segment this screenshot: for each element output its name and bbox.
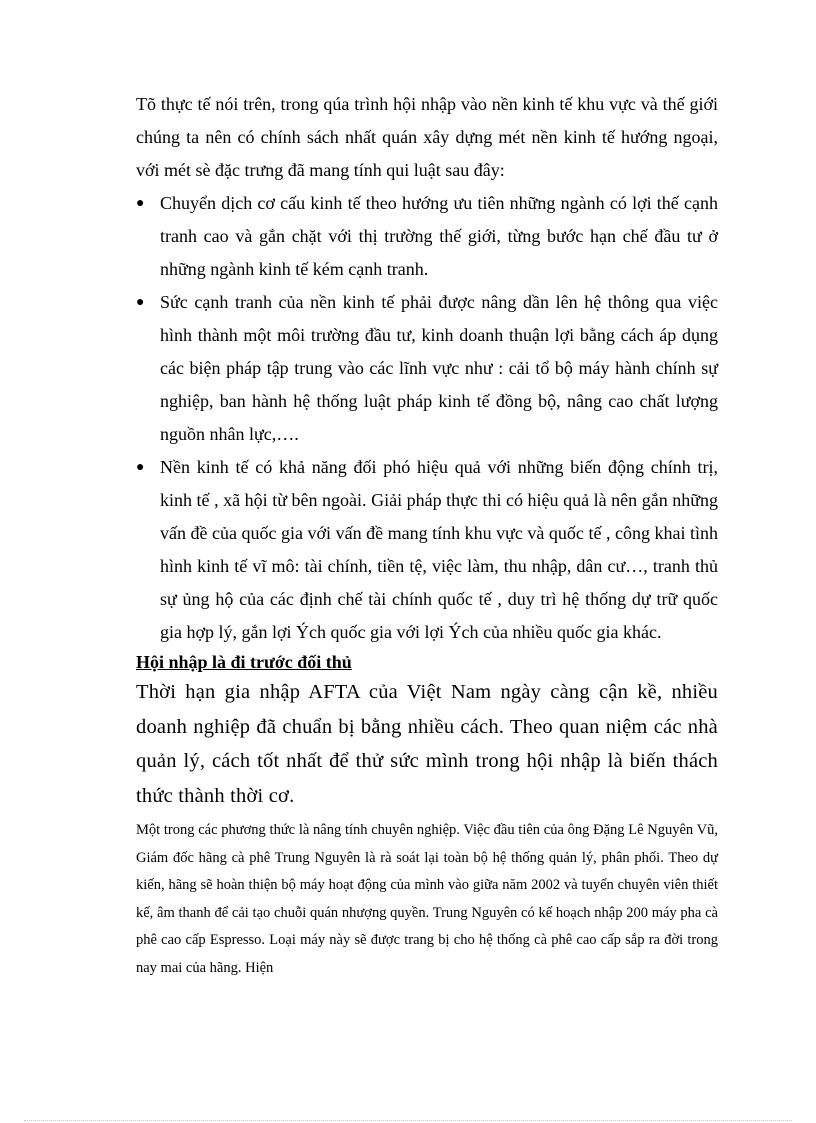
bullet-list [136,187,718,649]
bullet-dot-icon: ● [136,196,145,211]
document-page [136,88,718,982]
bullet-text: Nền kinh tế có khả năng đối phó hiệu quả với những biến động chính trị, kinh tế , xã hội từ bên ngoài. Giải pháp thực thi có hiệu quả là nên gắn những vấn đề của quốc gia với vấn đề mang tính khu vực và quốc tế , công khai tình hình kinh tế vĩ mô: tài chính, tiền tệ, việc làm, thu nhập, dân cư…, tranh thủ sự ủng hộ của các định chế tài chính quốc tế , duy trì hệ thống dự trữ quốc gia hợp lý, gắn lợi Ých quốc gia với lợi Ých của nhiều quốc gia khác. [160,457,718,642]
page-bottom-divider [24,1120,792,1121]
section-heading: Hội nhập là đi trước đối thủ [136,652,352,672]
bullet-text: Chuyển dịch cơ cấu kinh tế theo hướng ưu tiên những ngành có lợi thế cạnh tranh cao và gắn chặt với thị trường thế giới, từng bước hạn chế đầu tư ở những ngành kinh tế kém cạnh tranh. [160,193,718,279]
intro-paragraph: Tõ thực tế nói trên, trong qúa trình hội nhập vào nền kinh tế khu vực và thế giới chúng ta nên có chính sách nhất quán xây dựng mét nền kinh tế hướng ngoại, với mét sè đặc trưng đã mang tính qui luật sau đây: [136,94,718,180]
bullet-dot-icon: ● [136,295,145,310]
bullet-dot-icon: ● [136,460,145,475]
bullet-item [136,187,718,286]
bullet-text: Sức cạnh tranh của nền kinh tế phải được nâng dần lên hệ thông qua việc hình thành một môi trường đầu tư, kinh doanh thuận lợi bằng cách áp dụng các biện pháp tập trung vào các lĩnh vực như : cải tổ bộ máy hành chính sự nghiệp, ban hành hệ thống luật pháp kinh tế đồng bộ, nâng cao chất lượng nguồn nhân lực,…. [160,292,718,444]
bullet-item [136,286,718,451]
bullet-item [136,451,718,649]
body-paragraph: Một trong các phương thức là nâng tính chuyên nghiệp. Việc đầu tiên của ông Đặng Lê Nguyên Vũ, Giám đốc hãng cà phê Trung Nguyên là rà soát lại toàn bộ hệ thống quản lý, phân phối. Theo dự kiến, hãng sẽ hoàn thiện bộ máy hoạt động của mình vào giữa năm 2002 và tuyển chuyên viên thiết kế, âm thanh để cải tạo chuỗi quán nhượng quyền. Trung Nguyên có kế hoạch nhập 200 máy pha cà phê cao cấp Espresso. Loại máy này sẽ được trang bị cho hệ thống cà phê cao cấp sắp ra đời trong nay mai của hãng. Hiện [136,822,718,976]
lead-paragraph: Thời hạn gia nhập AFTA của Việt Nam ngày càng cận kề, nhiều doanh nghiệp đã chuẩn bị bằng nhiều cách. Theo quan niệm các nhà quản lý, cách tốt nhất để thử sức mình trong hội nhập là biến thách thức thành thời cơ. [136,681,718,807]
